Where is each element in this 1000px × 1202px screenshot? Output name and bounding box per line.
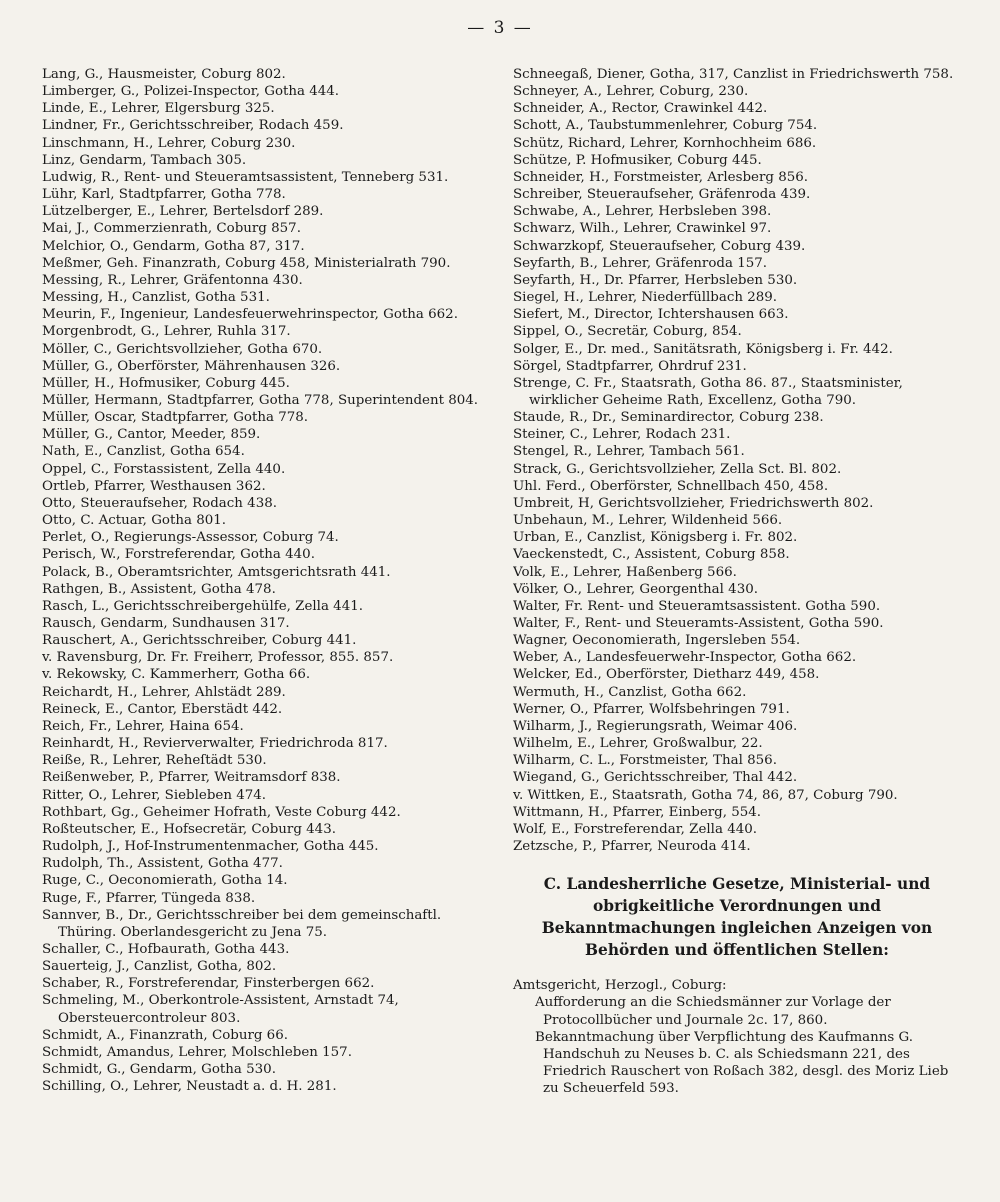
index-entry: Schneider, H., Forstmeister, Arlesberg 856. <box>513 169 809 185</box>
index-entry: Schneider, A., Rector, Crawinkel 442. <box>513 101 768 117</box>
index-entry: Zetzsche, P., Pfarrer, Neuroda 414. <box>513 839 751 855</box>
index-entry: Wagner, Oeconomierath, Ingersleben 554. <box>513 633 801 649</box>
index-entry: Seyfarth, H., Dr. Pfarrer, Herbsleben 530. <box>513 272 798 288</box>
index-entry: Schmeling, M., Oberkontrole-Assistent, Arnstadt 74, Obersteuercontroleur 803. <box>42 993 399 1026</box>
index-entry: Rathgen, B., Assistent, Gotha 478. <box>42 581 276 597</box>
index-entry: Volk, E., Lehrer, Haßenberg 566. <box>513 564 737 580</box>
index-entry: Nath, E., Canzlist, Gotha 654. <box>42 444 245 460</box>
index-entry: Rauschert, A., Gerichtsschreiber, Coburg 441. <box>42 633 357 649</box>
index-entry: Perisch, W., Forstreferendar, Gotha 440. <box>42 547 315 563</box>
index-entry: v. Ravensburg, Dr. Fr. Freiherr, Professor, 855. 857. <box>42 650 394 666</box>
index-entry: Linde, E., Lehrer, Elgersburg 325. <box>42 101 275 117</box>
index-entry: v. Rekowsky, C. Kammerherr, Gotha 66. <box>42 667 311 683</box>
section-c-item: Aufforderung an die Schiedsmänner zur Vorlage der Protocollbücher und Journale 2c. 17, 860. <box>535 995 891 1028</box>
index-entry: Otto, C. Actuar, Gotha 801. <box>42 513 227 529</box>
index-entry: Sörgel, Stadtpfarrer, Ohrdruf 231. <box>513 358 747 374</box>
index-entry: Polack, B., Oberamtsrichter, Amtsgerichtsrath 441. <box>42 564 391 580</box>
section-c-authority: Amtsgericht, Herzogl., Coburg: <box>513 978 727 994</box>
index-entry: Ortleb, Pfarrer, Westhausen 362. <box>42 478 266 494</box>
section-c-body <box>513 977 961 1097</box>
index-column-left <box>42 66 497 1095</box>
index-entry: Schneegaß, Diener, Gotha, 317, Canzlist in Friedrichswerth 758. <box>513 67 954 82</box>
index-entry: Ruge, C., Oeconomierath, Gotha 14. <box>42 873 288 889</box>
index-entry: Rausch, Gendarm, Sundhausen 317. <box>42 616 290 631</box>
index-entry: Reichardt, H., Lehrer, Ahlstädt 289. <box>42 684 286 700</box>
index-entry: Schaller, C., Hofbaurath, Gotha 443. <box>42 941 290 957</box>
index-entry: Morgenbrodt, G., Lehrer, Ruhla 317. <box>42 324 291 340</box>
index-entry: Werner, O., Pfarrer, Wolfsbehringen 791. <box>513 701 790 717</box>
index-entry: Mai, J., Commerzienrath, Coburg 857. <box>42 221 301 237</box>
index-entry: Schott, A., Taubstummenlehrer, Coburg 754. <box>513 118 818 134</box>
index-entry: Staude, R., Dr., Seminardirector, Coburg 238. <box>513 410 824 426</box>
index-entry: Ludwig, R., Rent- und Steueramtsassistent, Tenneberg 531. <box>42 169 449 185</box>
index-entry: Siegel, H., Lehrer, Niederfüllbach 289. <box>513 290 778 306</box>
index-entry: Lang, G., Hausmeister, Coburg 802. <box>42 67 286 82</box>
index-entry: Schmidt, A., Finanzrath, Coburg 66. <box>42 1027 288 1043</box>
index-entry: Schneyer, A., Lehrer, Coburg, 230. <box>513 84 749 100</box>
index-entry: Reinhardt, H., Revierverwalter, Friedrichroda 817. <box>42 736 388 752</box>
index-entry: Wittmann, H., Pfarrer, Einberg, 554. <box>513 804 762 820</box>
index-entry: Müller, Oscar, Stadtpfarrer, Gotha 778. <box>42 410 309 426</box>
index-entry: Müller, G., Cantor, Meeder, 859. <box>42 427 261 443</box>
index-entry: Wilharm, C. L., Forstmeister, Thal 856. <box>513 753 777 769</box>
index-entry: Otto, Steueraufseher, Rodach 438. <box>42 495 277 511</box>
index-entry: Uhl. Ferd., Oberförster, Schnellbach 450, 458. <box>513 478 829 494</box>
index-entries-right <box>513 66 961 855</box>
index-column-right <box>513 66 961 1097</box>
index-entry: Müller, G., Oberförster, Mährenhausen 326. <box>42 358 341 374</box>
index-entry: Vaeckenstedt, C., Assistent, Coburg 858. <box>513 547 790 563</box>
index-entry: Lindner, Fr., Gerichtsschreiber, Rodach 459. <box>42 118 344 134</box>
index-entry: Walter, F., Rent- und Steueramts-Assistent, Gotha 590. <box>513 616 884 631</box>
index-entry: Limberger, G., Polizei-Inspector, Gotha 444. <box>42 84 340 100</box>
index-entry: Meßmer, Geh. Finanzrath, Coburg 458, Ministerialrath 790. <box>42 255 451 271</box>
index-entry: Linschmann, H., Lehrer, Coburg 230. <box>42 135 296 151</box>
index-entry: Schütze, P. Hofmusiker, Coburg 445. <box>513 152 762 168</box>
index-entry: Reißenweber, P., Pfarrer, Weitramsdorf 838. <box>42 770 341 786</box>
index-entry: Sauerteig, J., Canzlist, Gotha, 802. <box>42 959 277 975</box>
index-entry: Linz, Gendarm, Tambach 305. <box>42 152 247 168</box>
index-entry: Welcker, Ed., Oberförster, Dietharz 449, 458. <box>513 667 820 683</box>
index-entry: Schwarzkopf, Steueraufseher, Coburg 439. <box>513 238 806 254</box>
index-entry: Strack, G., Gerichtsvollzieher, Zella Sct. Bl. 802. <box>513 461 842 477</box>
page-number: — 3 — <box>467 18 533 38</box>
index-entry: Lühr, Karl, Stadtpfarrer, Gotha 778. <box>42 187 286 203</box>
index-entry: Messing, H., Canzlist, Gotha 531. <box>42 290 270 306</box>
index-entry: Schwabe, A., Lehrer, Herbsleben 398. <box>513 204 772 220</box>
index-entry: Solger, E., Dr. med., Sanitätsrath, Königsberg i. Fr. 442. <box>513 341 893 357</box>
index-entry: Reiße, R., Lehrer, Reheſtädt 530. <box>42 753 267 769</box>
index-entry: Seyfarth, B., Lehrer, Gräfenroda 157. <box>513 255 768 271</box>
index-entry: Reich, Fr., Lehrer, Haina 654. <box>42 718 244 734</box>
index-entry: Perlet, O., Regierungs-Assessor, Coburg 74. <box>42 530 339 546</box>
index-entry: Melchior, O., Gendarm, Gotha 87, 317. <box>42 238 305 254</box>
index-entry: Urban, E., Canzlist, Königsberg i. Fr. 802. <box>513 530 798 546</box>
index-entry: Schütz, Richard, Lehrer, Kornhochheim 686. <box>513 135 817 151</box>
index-entry: Reineck, E., Cantor, Eberstädt 442. <box>42 701 283 717</box>
index-entry: Siefert, M., Director, Ichtershausen 663. <box>513 307 789 323</box>
index-entry: Wermuth, H., Canzlist, Gotha 662. <box>513 684 747 700</box>
section-c-heading: C. Landesherrliche Gesetze, Ministerial- und obrigkeitliche Verordnungen und Bekanntmachungen ingleichen Anzeigen von Behörden und öffentlichen Stellen: <box>541 875 933 960</box>
index-entry: Schaber, R., Forstreferendar, Finsterbergen 662. <box>42 976 375 992</box>
index-entry: Steiner, C., Lehrer, Rodach 231. <box>513 427 731 443</box>
index-entry: Völker, O., Lehrer, Georgenthal 430. <box>513 581 758 597</box>
index-entry: Ruge, F., Pfarrer, Tüngeda 838. <box>42 890 256 906</box>
index-entry: Schmidt, Amandus, Lehrer, Molschleben 157. <box>42 1044 352 1060</box>
index-entry: Messing, R., Lehrer, Gräfentonna 430. <box>42 272 303 288</box>
index-entry: Schreiber, Steueraufseher, Gräfenroda 439. <box>513 187 811 203</box>
index-entry: Wilharm, J., Regierungsrath, Weimar 406. <box>513 718 798 734</box>
index-entry: v. Wittken, E., Staatsrath, Gotha 74, 86, 87, Coburg 790. <box>513 787 898 803</box>
index-entry: Wilhelm, E., Lehrer, Großwalbur, 22. <box>513 736 763 752</box>
index-entry: Schilling, O., Lehrer, Neustadt a. d. H. 281. <box>42 1079 337 1095</box>
index-entry: Lützelberger, E., Lehrer, Bertelsdorf 289. <box>42 204 324 220</box>
index-entry: Roßteutscher, E., Hofsecretär, Coburg 443. <box>42 821 336 837</box>
index-entry: Rudolph, J., Hof-Instrumentenmacher, Gotha 445. <box>42 839 379 855</box>
index-entry: Ritter, O., Lehrer, Siebleben 474. <box>42 787 267 803</box>
index-entry: Wolf, E., Forstreferendar, Zella 440. <box>513 821 758 837</box>
index-entry: Oppel, C., Forstassistent, Zella 440. <box>42 461 286 477</box>
index-entry: Schmidt, G., Gendarm, Gotha 530. <box>42 1062 276 1078</box>
index-entry: Unbehaun, M., Lehrer, Wildenheid 566. <box>513 513 783 529</box>
index-entry: Müller, H., Hofmusiker, Coburg 445. <box>42 375 290 391</box>
index-entry: Schwarz, Wilh., Lehrer, Crawinkel 97. <box>513 221 772 237</box>
index-entry: Müller, Hermann, Stadtpfarrer, Gotha 778, Superintendent 804. <box>42 392 479 408</box>
index-entry: Sannver, B., Dr., Gerichtsschreiber bei dem gemeinschaftl. Thüring. Oberlandesgericht zu Jena 75. <box>42 907 442 940</box>
index-entry: Meurin, F., Ingenieur, Landesfeuerwehrinspector, Gotha 662. <box>42 307 458 323</box>
index-entry: Umbreit, H, Gerichtsvollzieher, Friedrichswerth 802. <box>513 495 874 511</box>
index-entry: Walter, Fr. Rent- und Steueramtsassistent. Gotha 590. <box>513 598 881 614</box>
index-entry: Weber, A., Landesfeuerwehr-Inspector, Gotha 662. <box>513 650 857 666</box>
index-entry: Rasch, L., Gerichtsschreibergehülfe, Zella 441. <box>42 598 363 614</box>
index-entry: Rothbart, Gg., Geheimer Hofrath, Veste Coburg 442. <box>42 804 401 820</box>
index-entry: Rudolph, Th., Assistent, Gotha 477. <box>42 856 283 872</box>
index-entry: Sippel, O., Secretär, Coburg, 854. <box>513 324 742 340</box>
index-entry: Stengel, R., Lehrer, Tambach 561. <box>513 444 745 460</box>
index-entry: Möller, C., Gerichtsvollzieher, Gotha 670. <box>42 341 323 357</box>
index-entry: Strenge, C. Fr., Staatsrath, Gotha 86. 87., Staatsminister, wirklicher Geheime Rath, Excellenz, Gotha 790. <box>513 375 903 408</box>
section-c-item: Bekanntmachung über Verpflichtung des Kaufmanns G. Handschuh zu Neuses b. C. als Schiedsmann 221, des Friedrich Rauschert von Roßach 382, desgl. des Moriz Lieb zu Scheuerfeld 593. <box>535 1029 949 1097</box>
index-entry: Wiegand, G., Gerichtsschreiber, Thal 442. <box>513 770 798 786</box>
